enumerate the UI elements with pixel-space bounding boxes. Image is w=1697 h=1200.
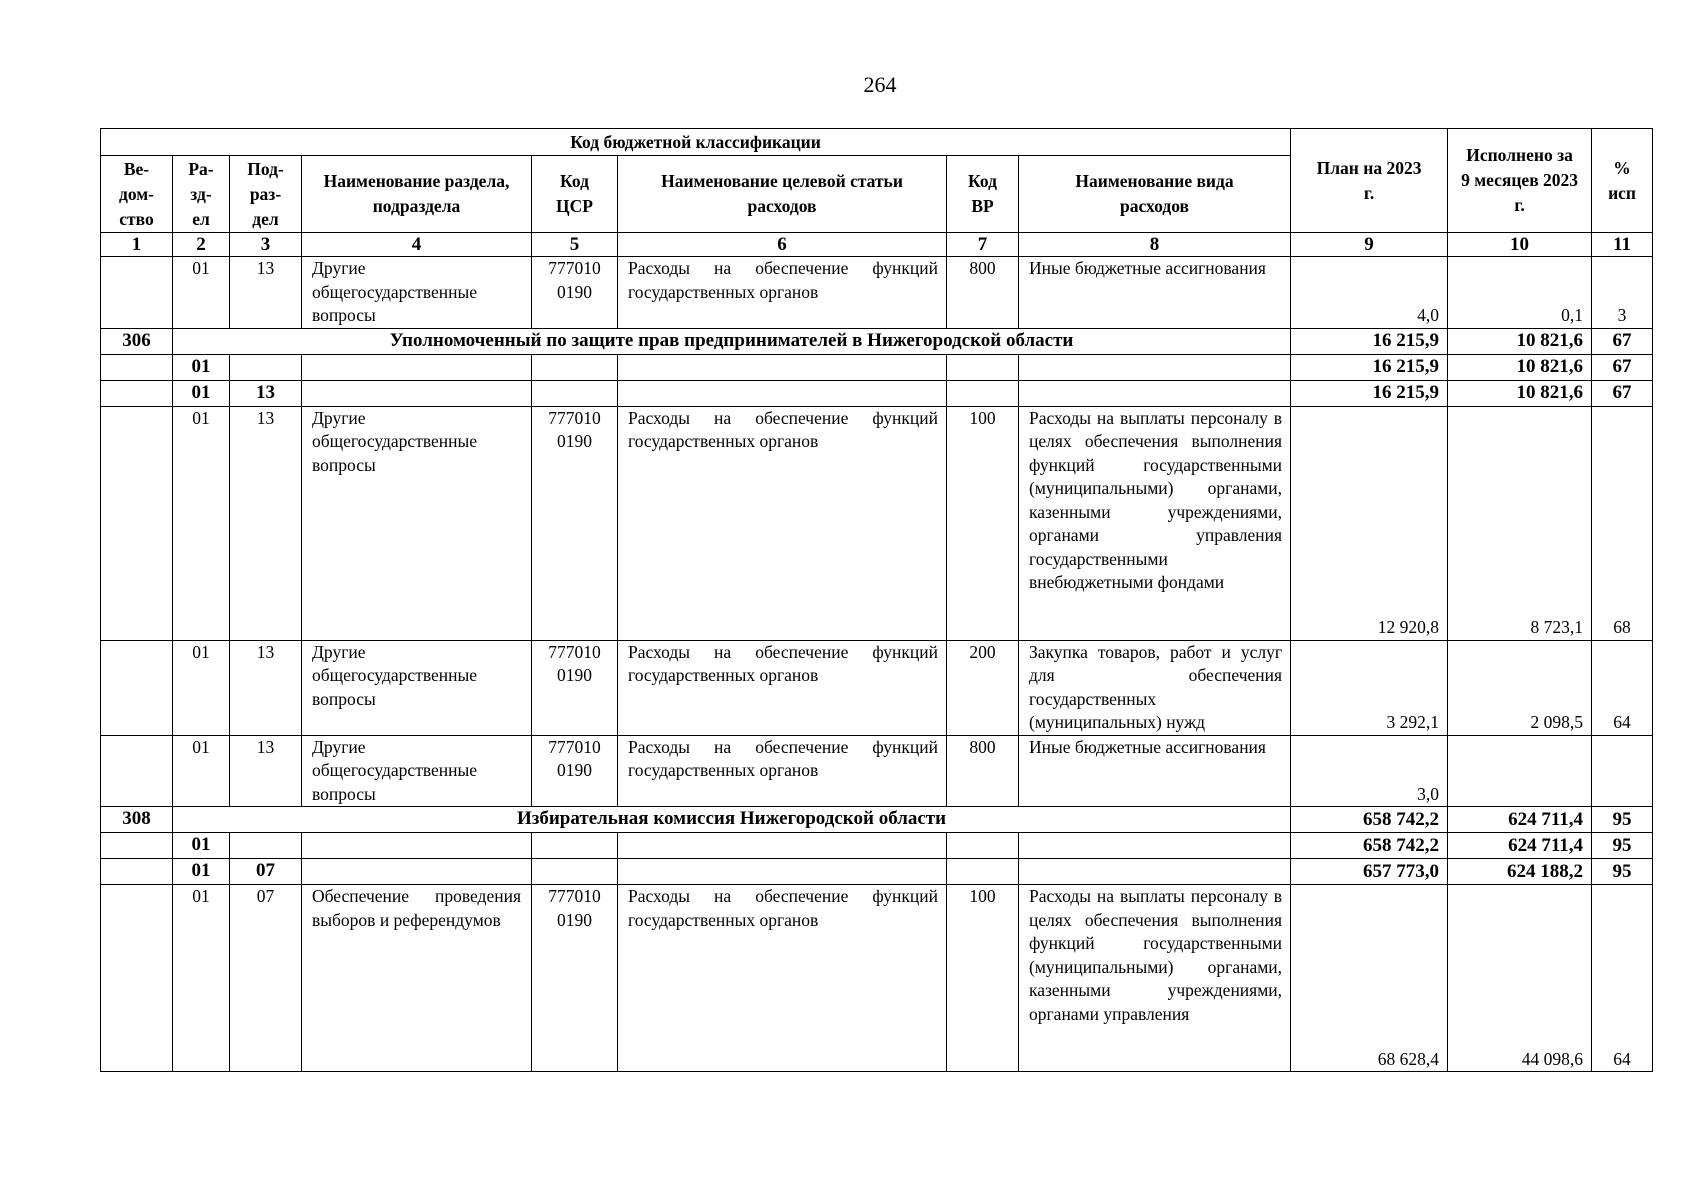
cell-podrazdel: 07 [230, 859, 302, 885]
cell-name-vid: Иные бюджетные ассигнования [1019, 257, 1291, 329]
header-razdel: Ра- зд- ел [173, 156, 230, 233]
cell-razdel: 01 [173, 640, 230, 735]
cell-kod-vr: 800 [947, 735, 1019, 807]
cell-podrazdel: 13 [230, 380, 302, 406]
cell-vedomstvo [101, 735, 173, 807]
agency-row [101, 807, 1653, 833]
cell-name-razdel [302, 354, 532, 380]
header-podrazdel: Под- раз- дел [230, 156, 302, 233]
cell-kod-vr [947, 859, 1019, 885]
cell-plan: 16 215,9 [1291, 380, 1448, 406]
cell-name-vid: Расходы на выплаты персоналу в целях обеспечения выполнения функций государственными (муниципальными) органами, казенными учреждениями, органами управления государственными внебюджетными фондами [1019, 406, 1291, 640]
cell-ispolneno: 624 711,4 [1448, 833, 1592, 859]
cell-name-vid: Закупка товаров, работ и услуг для обеспечения государственных (муниципальных) нужд [1019, 640, 1291, 735]
cell-name-vid [1019, 833, 1291, 859]
agency-row [101, 328, 1653, 354]
column-number: 6 [618, 233, 947, 257]
cell-plan: 658 742,2 [1291, 833, 1448, 859]
cell-name-cel: Расходы на обеспечение функций государственных органов [618, 640, 947, 735]
cell-vedomstvo [101, 257, 173, 329]
cell-razdel: 01 [173, 257, 230, 329]
cell-kod-csr: 777010 0190 [532, 885, 618, 1072]
cell-kod-vr: 100 [947, 406, 1019, 640]
cell-pct: 64 [1592, 640, 1653, 735]
header-vedomstvo: Ве- дом- ство [101, 156, 173, 233]
cell-agency-name: Уполномоченный по защите прав предпринимателей в Нижегородской области [173, 328, 1291, 354]
cell-name-razdel: Другие общегосударственные вопросы [302, 406, 532, 640]
header-ispolneno: Исполнено за 9 месяцев 2023 г. [1448, 129, 1592, 233]
cell-kod-csr: 777010 0190 [532, 406, 618, 640]
header-plan: План на 2023 г. [1291, 129, 1448, 233]
cell-agency-name: Избирательная комиссия Нижегородской области [173, 807, 1291, 833]
cell-agency-code: 308 [101, 807, 173, 833]
header-kod-csr: Код ЦСР [532, 156, 618, 233]
header-pct: % исп [1592, 129, 1653, 233]
cell-name-razdel [302, 859, 532, 885]
table-row [101, 257, 1653, 329]
cell-pct: 95 [1592, 807, 1653, 833]
podrazdel-row [101, 380, 1653, 406]
cell-plan: 16 215,9 [1291, 328, 1448, 354]
cell-name-vid [1019, 380, 1291, 406]
column-number: 7 [947, 233, 1019, 257]
cell-vedomstvo [101, 354, 173, 380]
column-number: 8 [1019, 233, 1291, 257]
cell-kod-vr: 200 [947, 640, 1019, 735]
column-number: 3 [230, 233, 302, 257]
cell-name-razdel: Другие общегосударственные вопросы [302, 735, 532, 807]
razdel-row [101, 833, 1653, 859]
column-number-row [101, 233, 1653, 257]
cell-name-vid: Расходы на выплаты персоналу в целях обеспечения выполнения функций государственными (муниципальными) органами, казенными учреждениями, органами управления [1019, 885, 1291, 1072]
cell-name-cel [618, 380, 947, 406]
cell-pct: 95 [1592, 833, 1653, 859]
cell-name-razdel [302, 380, 532, 406]
cell-razdel: 01 [173, 885, 230, 1072]
cell-podrazdel: 13 [230, 257, 302, 329]
cell-name-cel: Расходы на обеспечение функций государственных органов [618, 406, 947, 640]
cell-name-razdel: Другие общегосударственные вопросы [302, 640, 532, 735]
cell-plan: 4,0 [1291, 257, 1448, 329]
cell-plan: 3 292,1 [1291, 640, 1448, 735]
header-name-cel: Наименование целевой статьи расходов [618, 156, 947, 233]
header-group-title: Код бюджетной классификации [101, 129, 1291, 156]
cell-pct: 68 [1592, 406, 1653, 640]
column-number: 10 [1448, 233, 1592, 257]
cell-kod-vr: 100 [947, 885, 1019, 1072]
cell-ispolneno: 44 098,6 [1448, 885, 1592, 1072]
cell-kod-csr [532, 354, 618, 380]
cell-name-razdel: Другие общегосударственные вопросы [302, 257, 532, 329]
cell-kod-vr [947, 354, 1019, 380]
cell-podrazdel: 13 [230, 735, 302, 807]
header-name-vid: Наименование вида расходов [1019, 156, 1291, 233]
cell-name-vid [1019, 859, 1291, 885]
cell-kod-vr [947, 833, 1019, 859]
cell-kod-csr: 777010 0190 [532, 257, 618, 329]
cell-ispolneno: 0,1 [1448, 257, 1592, 329]
cell-name-cel [618, 833, 947, 859]
cell-vedomstvo [101, 885, 173, 1072]
cell-pct: 67 [1592, 380, 1653, 406]
column-number: 4 [302, 233, 532, 257]
cell-pct: 67 [1592, 354, 1653, 380]
cell-name-cel: Расходы на обеспечение функций государственных органов [618, 735, 947, 807]
cell-ispolneno: 2 098,5 [1448, 640, 1592, 735]
cell-plan: 3,0 [1291, 735, 1448, 807]
cell-ispolneno: 624 188,2 [1448, 859, 1592, 885]
cell-name-cel: Расходы на обеспечение функций государственных органов [618, 885, 947, 1072]
cell-ispolneno: 10 821,6 [1448, 380, 1592, 406]
cell-plan: 657 773,0 [1291, 859, 1448, 885]
cell-podrazdel: 13 [230, 406, 302, 640]
cell-plan: 16 215,9 [1291, 354, 1448, 380]
cell-razdel: 01 [173, 735, 230, 807]
cell-pct: 67 [1592, 328, 1653, 354]
cell-name-cel [618, 859, 947, 885]
cell-plan: 68 628,4 [1291, 885, 1448, 1072]
table-row [101, 735, 1653, 807]
cell-vedomstvo [101, 859, 173, 885]
cell-kod-vr: 800 [947, 257, 1019, 329]
cell-razdel: 01 [173, 859, 230, 885]
cell-agency-code: 306 [101, 328, 173, 354]
cell-ispolneno: 10 821,6 [1448, 354, 1592, 380]
cell-kod-csr [532, 859, 618, 885]
cell-razdel: 01 [173, 833, 230, 859]
cell-vedomstvo [101, 833, 173, 859]
page-number: 264 [863, 72, 897, 97]
budget-table [100, 128, 1653, 1072]
cell-name-cel [618, 354, 947, 380]
cell-ispolneno: 10 821,6 [1448, 328, 1592, 354]
header-kod-vr: Код ВР [947, 156, 1019, 233]
cell-name-razdel: Обеспечение проведения выборов и референдумов [302, 885, 532, 1072]
cell-kod-vr [947, 380, 1019, 406]
cell-pct: 64 [1592, 885, 1653, 1072]
cell-ispolneno: 8 723,1 [1448, 406, 1592, 640]
column-number: 2 [173, 233, 230, 257]
cell-plan: 12 920,8 [1291, 406, 1448, 640]
cell-name-vid: Иные бюджетные ассигнования [1019, 735, 1291, 807]
cell-kod-csr: 777010 0190 [532, 640, 618, 735]
table-row [101, 885, 1653, 1072]
razdel-row [101, 354, 1653, 380]
cell-name-cel: Расходы на обеспечение функций государственных органов [618, 257, 947, 329]
cell-pct [1592, 735, 1653, 807]
column-number: 9 [1291, 233, 1448, 257]
cell-ispolneno: 624 711,4 [1448, 807, 1592, 833]
cell-ispolneno [1448, 735, 1592, 807]
podrazdel-row [101, 859, 1653, 885]
cell-pct: 95 [1592, 859, 1653, 885]
cell-vedomstvo [101, 640, 173, 735]
cell-name-vid [1019, 354, 1291, 380]
cell-vedomstvo [101, 380, 173, 406]
cell-razdel: 01 [173, 406, 230, 640]
cell-plan: 658 742,2 [1291, 807, 1448, 833]
cell-kod-csr [532, 380, 618, 406]
header-name-razdel: Наименование раздела, подраздела [302, 156, 532, 233]
cell-kod-csr [532, 833, 618, 859]
cell-razdel: 01 [173, 354, 230, 380]
cell-vedomstvo [101, 406, 173, 640]
column-number: 5 [532, 233, 618, 257]
table-row [101, 640, 1653, 735]
cell-pct: 3 [1592, 257, 1653, 329]
cell-razdel: 01 [173, 380, 230, 406]
cell-podrazdel [230, 833, 302, 859]
table-row [101, 406, 1653, 640]
cell-kod-csr: 777010 0190 [532, 735, 618, 807]
cell-podrazdel [230, 354, 302, 380]
column-number: 1 [101, 233, 173, 257]
cell-name-razdel [302, 833, 532, 859]
cell-podrazdel: 13 [230, 640, 302, 735]
cell-podrazdel: 07 [230, 885, 302, 1072]
column-number: 11 [1592, 233, 1653, 257]
